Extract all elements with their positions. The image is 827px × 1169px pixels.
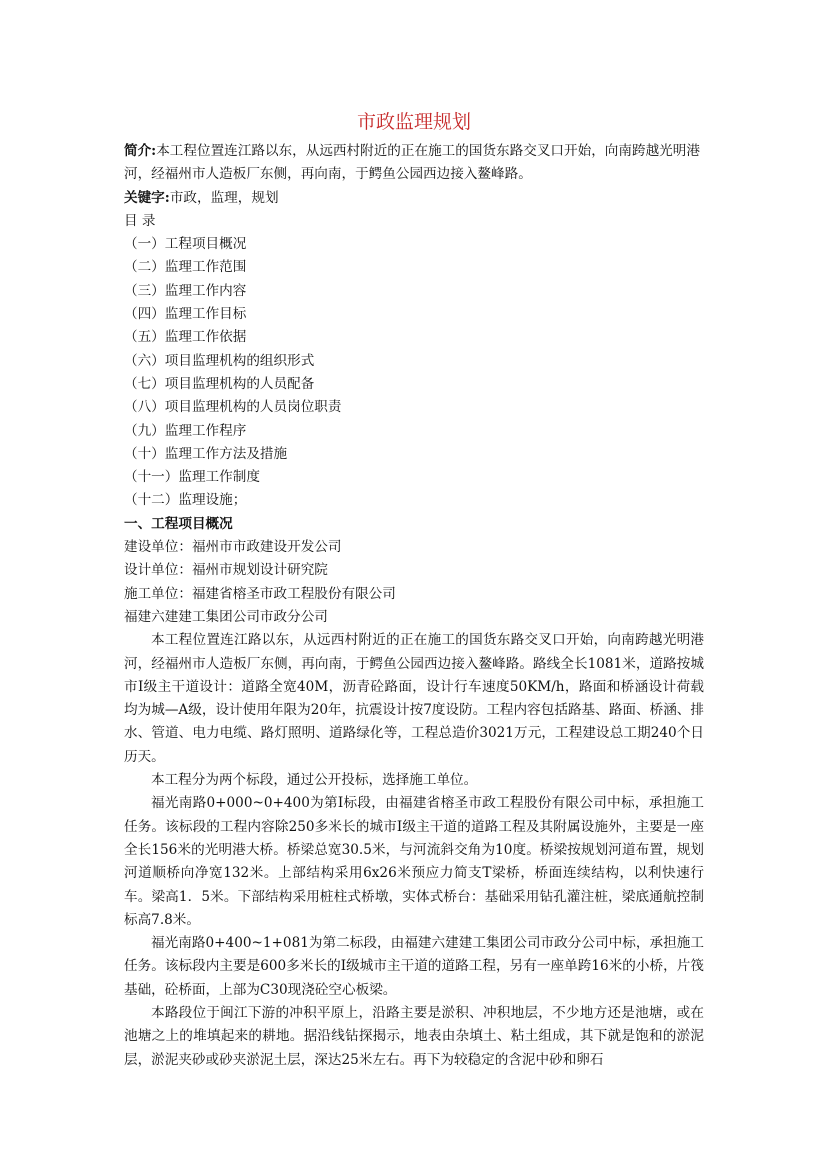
toc-item: （十）监理工作方法及措施 xyxy=(124,445,288,462)
toc-item: （六）项目监理机构的组织形式 xyxy=(124,352,315,369)
summary-label: 简介: xyxy=(124,143,157,159)
toc-item: （十一）监理工作制度 xyxy=(124,469,260,486)
body-paragraph: 本工程位置连江路以东，从远西村附近的正在施工的国货东路交叉口开始，向南跨越光明港河，经福州市人造板厂东侧，再向南，于鳄鱼公园西边接入鳌峰路。路线全长1081米，道路按城市Ⅰ级主干道设计：道路全宽40M，沥青砼路面，设计行车速度50KM/h，路面和桥涵设计荷载均为城—A级，设计使用年限为20年，抗震设计按7度设防。工程内容包括路基、路面、桥涵、排水、管道、电力电缆、路灯照明、道路绿化等，工程总造价3021万元，工程建设总工期240个日历天。 xyxy=(124,632,704,765)
page-title: 市政监理规划 xyxy=(356,111,471,133)
toc-item: （五）监理工作依据 xyxy=(124,329,247,346)
summary-paragraph xyxy=(124,140,704,187)
toc-item: （九）监理工作程序 xyxy=(124,422,247,439)
toc-list xyxy=(124,233,704,513)
body-paragraph: 本路段位于闽江下游的冲积平原上，沿路主要是淤积、冲积地层，不少地方还是池塘，或在池塘之上的堆填起来的耕地。据沿线钻探揭示，地表由杂填土、粘土组成，其下就是饱和的淤泥层，淤泥夹砂或砂夹淤泥土层，深达25米左右。再下为较稳定的含泥中砂和卵石 xyxy=(124,1004,704,1068)
body-paragraph: 福光南路0+000~0+400为第Ⅰ标段，由福建省榕圣市政工程股份有限公司中标，承担施工任务。该标段的工程内容除250多米长的城市Ⅰ级主干道的道路工程及其附属设施外，主要是一座全长156米的光明港大桥。桥梁总宽30.5米，与河流斜交角为10度。桥梁按规划河道布置，规划河道顺桥向净宽132米。上部结构采用6x26米预应力简支T梁桥，桥面连续结构，以利快速行车。梁高1．5米。下部结构采用桩柱式桥墩，实体式桥台：基础采用钻孔灌注桩，梁底通航控制标高7.8米。 xyxy=(124,795,704,928)
toc-item: （七）项目监理机构的人员配备 xyxy=(124,375,315,392)
keywords-line xyxy=(124,187,704,210)
keywords-label: 关键字: xyxy=(124,189,170,206)
toc-item: （一）工程项目概况 xyxy=(124,236,247,253)
toc-heading: 目 录 xyxy=(124,212,156,229)
body-paragraph: 本工程分为两个标段，通过公开投标，选择施工单位。 xyxy=(151,772,478,789)
toc-item: （三）监理工作内容 xyxy=(124,282,247,299)
document-page xyxy=(124,108,704,1072)
keywords-text: 市政，监理，规划 xyxy=(169,189,279,206)
section-heading: 一、工程项目概况 xyxy=(124,515,233,532)
summary-text: 本工程位置连江路以东，从远西村附近的正在施工的国货东路交叉口开始，向南跨越光明港河，经福州市人造板厂东侧，再向南，于鳄鱼公园西边接入鳌峰路。 xyxy=(124,143,700,183)
body-paragraph: 福光南路0+400~1+081为第二标段，由福建六建建工集团公司市政分公司中标，承担施工任务。该标段内主要是600多米长的Ⅰ级城市主干道的道路工程，另有一座单跨16米的小桥，片筏基础，砼桥面，上部为C30现浇砼空心板梁。 xyxy=(124,935,704,998)
toc-item: （十二）监理设施； xyxy=(124,492,247,509)
toc-item: （八）项目监理机构的人员岗位职责 xyxy=(124,399,342,416)
contractor-unit-2: 福建六建建工集团公司市政分公司 xyxy=(124,608,328,625)
contractor-unit: 施工单位：福建省榕圣市政工程股份有限公司 xyxy=(124,585,396,602)
toc-item: （四）监理工作目标 xyxy=(124,306,247,323)
toc-item: （二）监理工作范围 xyxy=(124,259,247,276)
construction-unit: 建设单位：福州市市政建设开发公司 xyxy=(124,539,342,556)
design-unit: 设计单位：福州市规划设计研究院 xyxy=(124,562,328,579)
